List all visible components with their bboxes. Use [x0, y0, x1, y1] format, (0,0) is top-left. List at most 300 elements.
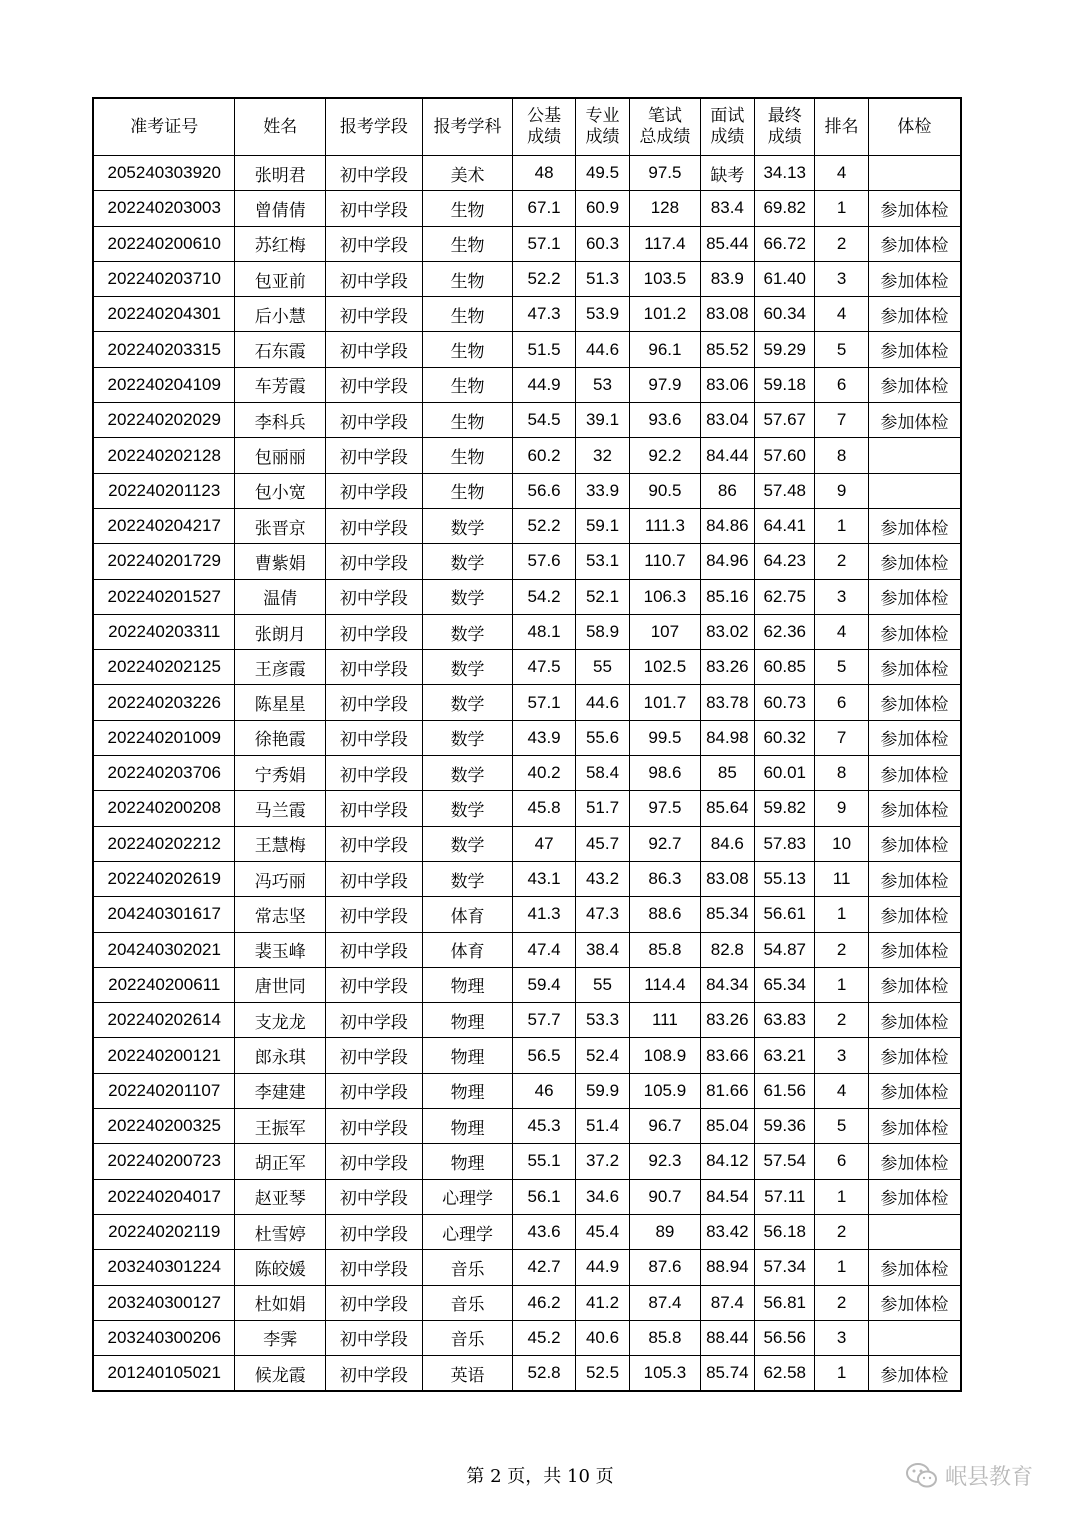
table-cell: 心理学 — [422, 1179, 513, 1214]
table-cell: 85.04 — [700, 1109, 754, 1144]
table-cell: 张晋京 — [235, 508, 326, 543]
table-cell: 83.42 — [700, 1214, 754, 1249]
table-cell: 202240202029 — [93, 403, 235, 438]
table-cell: 32 — [575, 438, 629, 473]
table-cell: 98.6 — [630, 756, 700, 791]
table-cell: 参加体检 — [868, 614, 961, 649]
table-cell: 202240203710 — [93, 261, 235, 296]
table-cell: 2 — [815, 544, 868, 579]
table-cell: 57.1 — [513, 685, 575, 720]
table-cell: 92.3 — [630, 1144, 700, 1179]
table-cell: 61.40 — [755, 261, 815, 296]
table-cell: 6 — [815, 685, 868, 720]
table-cell: 物理 — [422, 1109, 513, 1144]
table-cell: 物理 — [422, 1073, 513, 1108]
table-cell: 103.5 — [630, 261, 700, 296]
table-cell: 93.6 — [630, 403, 700, 438]
table-cell: 96.1 — [630, 332, 700, 367]
table-cell: 55 — [575, 967, 629, 1002]
table-cell: 初中学段 — [326, 1038, 423, 1073]
table-cell: 59.1 — [575, 508, 629, 543]
table-cell: 52.2 — [513, 261, 575, 296]
table-cell: 10 — [815, 826, 868, 861]
column-header: 准考证号 — [93, 98, 235, 156]
table-cell: 王振军 — [235, 1109, 326, 1144]
table-cell: 参加体检 — [868, 826, 961, 861]
table-cell: 65.34 — [755, 967, 815, 1002]
table-cell: 83.06 — [700, 367, 754, 402]
watermark — [905, 1460, 1033, 1491]
table-cell: 初中学段 — [326, 826, 423, 861]
table-cell: 参加体检 — [868, 508, 961, 543]
table-cell: 58.9 — [575, 614, 629, 649]
table-cell: 62.58 — [755, 1356, 815, 1392]
table-cell: 11 — [815, 861, 868, 896]
table-cell: 55.1 — [513, 1144, 575, 1179]
table-row — [93, 791, 961, 826]
table-cell: 34.6 — [575, 1179, 629, 1214]
table-cell: 62.75 — [755, 579, 815, 614]
table-cell: 205240303920 — [93, 156, 235, 191]
table-cell: 202240200723 — [93, 1144, 235, 1179]
table-row — [93, 861, 961, 896]
table-row — [93, 1038, 961, 1073]
table-cell: 87.4 — [630, 1285, 700, 1320]
table-cell: 车芳霞 — [235, 367, 326, 402]
table-cell: 体育 — [422, 932, 513, 967]
table-cell: 202240204017 — [93, 1179, 235, 1214]
table-cell: 8 — [815, 438, 868, 473]
table-cell: 1 — [815, 1179, 868, 1214]
table-cell: 63.21 — [755, 1038, 815, 1073]
table-cell: 62.36 — [755, 614, 815, 649]
table-cell: 初中学段 — [326, 1320, 423, 1355]
table-cell: 3 — [815, 579, 868, 614]
table-cell: 7 — [815, 403, 868, 438]
table-cell: 初中学段 — [326, 650, 423, 685]
table-cell: 1 — [815, 967, 868, 1002]
table-cell: 202240202614 — [93, 1003, 235, 1038]
table-cell: 美术 — [422, 156, 513, 191]
table-cell: 86 — [700, 473, 754, 508]
table-cell: 李科兵 — [235, 403, 326, 438]
table-cell: 参加体检 — [868, 579, 961, 614]
table-cell: 60.2 — [513, 438, 575, 473]
table-row — [93, 685, 961, 720]
table-cell: 物理 — [422, 1038, 513, 1073]
table-cell: 45.7 — [575, 826, 629, 861]
table-cell: 初中学段 — [326, 156, 423, 191]
table-cell: 202240200325 — [93, 1109, 235, 1144]
table-cell: 41.3 — [513, 897, 575, 932]
table-cell: 59.18 — [755, 367, 815, 402]
table-cell: 55 — [575, 650, 629, 685]
table-cell: 裴玉峰 — [235, 932, 326, 967]
table-cell: 2 — [815, 1003, 868, 1038]
table-row — [93, 756, 961, 791]
table-cell: 8 — [815, 756, 868, 791]
table-cell: 数学 — [422, 826, 513, 861]
table-row — [93, 1003, 961, 1038]
table-cell: 缺考 — [700, 156, 754, 191]
table-cell: 90.5 — [630, 473, 700, 508]
table-cell: 音乐 — [422, 1285, 513, 1320]
table-cell: 66.72 — [755, 226, 815, 261]
table-cell: 85.52 — [700, 332, 754, 367]
table-cell: 43.1 — [513, 861, 575, 896]
table-cell: 117.4 — [630, 226, 700, 261]
table-cell: 47 — [513, 826, 575, 861]
table-row — [93, 297, 961, 332]
table-row — [93, 261, 961, 296]
table-cell: 82.8 — [700, 932, 754, 967]
table-cell: 初中学段 — [326, 191, 423, 226]
column-header: 姓名 — [235, 98, 326, 156]
table-cell: 47.5 — [513, 650, 575, 685]
table-cell: 204240302021 — [93, 932, 235, 967]
table-cell: 60.73 — [755, 685, 815, 720]
table-cell: 参加体检 — [868, 1179, 961, 1214]
table-cell: 202240203315 — [93, 332, 235, 367]
table-cell: 初中学段 — [326, 791, 423, 826]
table-cell: 参加体检 — [868, 297, 961, 332]
table-cell: 曾倩倩 — [235, 191, 326, 226]
table-cell: 86.3 — [630, 861, 700, 896]
table-cell: 初中学段 — [326, 544, 423, 579]
table-cell: 赵亚琴 — [235, 1179, 326, 1214]
table-cell: 204240301617 — [93, 897, 235, 932]
table-cell: 数学 — [422, 650, 513, 685]
table-cell: 包丽丽 — [235, 438, 326, 473]
table-cell: 生物 — [422, 403, 513, 438]
column-header: 体检 — [868, 98, 961, 156]
column-header: 笔试 总成绩 — [630, 98, 700, 156]
table-cell: 参加体检 — [868, 261, 961, 296]
table-cell: 33.9 — [575, 473, 629, 508]
table-cell: 唐世同 — [235, 967, 326, 1002]
table-cell: 51.3 — [575, 261, 629, 296]
table-row — [93, 1356, 961, 1392]
table-cell: 57.34 — [755, 1250, 815, 1285]
table-cell: 37.2 — [575, 1144, 629, 1179]
table-cell: 81.66 — [700, 1073, 754, 1108]
table-cell: 参加体检 — [868, 897, 961, 932]
table-cell: 物理 — [422, 1144, 513, 1179]
table-cell: 音乐 — [422, 1320, 513, 1355]
column-header: 专业 成绩 — [575, 98, 629, 156]
table-cell: 203240301224 — [93, 1250, 235, 1285]
table-cell: 数学 — [422, 508, 513, 543]
table-cell: 候龙霞 — [235, 1356, 326, 1392]
table-cell: 84.98 — [700, 720, 754, 755]
table-cell: 48.1 — [513, 614, 575, 649]
table-cell: 初中学段 — [326, 1356, 423, 1392]
table-cell: 初中学段 — [326, 261, 423, 296]
table-cell: 59.9 — [575, 1073, 629, 1108]
table-cell: 55.13 — [755, 861, 815, 896]
table-cell: 111.3 — [630, 508, 700, 543]
column-header: 公基 成绩 — [513, 98, 575, 156]
table-cell: 参加体检 — [868, 226, 961, 261]
table-cell: 202240202619 — [93, 861, 235, 896]
table-cell: 陈星星 — [235, 685, 326, 720]
table-cell: 85.44 — [700, 226, 754, 261]
table-cell: 郎永琪 — [235, 1038, 326, 1073]
table-cell: 57.60 — [755, 438, 815, 473]
table-cell: 85.8 — [630, 932, 700, 967]
table-cell: 92.7 — [630, 826, 700, 861]
table-cell: 87.4 — [700, 1285, 754, 1320]
table-cell: 83.26 — [700, 1003, 754, 1038]
table-row — [93, 226, 961, 261]
table-cell: 参加体检 — [868, 1250, 961, 1285]
table-cell: 88.6 — [630, 897, 700, 932]
table-cell: 45.4 — [575, 1214, 629, 1249]
table-cell: 83.4 — [700, 191, 754, 226]
table-cell: 34.13 — [755, 156, 815, 191]
wechat-icon — [905, 1462, 939, 1490]
table-cell: 84.86 — [700, 508, 754, 543]
table-cell: 初中学段 — [326, 438, 423, 473]
table-cell: 202240203003 — [93, 191, 235, 226]
table-cell: 203240300206 — [93, 1320, 235, 1355]
table-cell: 51.4 — [575, 1109, 629, 1144]
table-cell: 参加体检 — [868, 1109, 961, 1144]
table-row — [93, 438, 961, 473]
table-cell: 202240203311 — [93, 614, 235, 649]
table-cell: 101.7 — [630, 685, 700, 720]
table-cell: 85.16 — [700, 579, 754, 614]
table-cell: 初中学段 — [326, 226, 423, 261]
table-cell: 92.2 — [630, 438, 700, 473]
table-row — [93, 544, 961, 579]
table-cell: 64.41 — [755, 508, 815, 543]
table-cell: 包小宽 — [235, 473, 326, 508]
table-cell: 60.85 — [755, 650, 815, 685]
table-row — [93, 1285, 961, 1320]
table-cell: 2 — [815, 226, 868, 261]
table-cell: 60.34 — [755, 297, 815, 332]
table-cell: 后小慧 — [235, 297, 326, 332]
table-cell: 202240202119 — [93, 1214, 235, 1249]
table-cell: 2 — [815, 1285, 868, 1320]
table-cell: 90.7 — [630, 1179, 700, 1214]
table-cell: 王彦霞 — [235, 650, 326, 685]
table-cell: 包亚前 — [235, 261, 326, 296]
table-cell: 42.7 — [513, 1250, 575, 1285]
table-cell: 4 — [815, 156, 868, 191]
table-cell: 56.5 — [513, 1038, 575, 1073]
table-cell: 97.9 — [630, 367, 700, 402]
table-cell: 57.54 — [755, 1144, 815, 1179]
table-cell: 54.5 — [513, 403, 575, 438]
table-cell: 43.6 — [513, 1214, 575, 1249]
table-cell: 56.81 — [755, 1285, 815, 1320]
table-cell: 60.01 — [755, 756, 815, 791]
table-cell: 4 — [815, 614, 868, 649]
table-cell: 89 — [630, 1214, 700, 1249]
table-cell: 参加体检 — [868, 191, 961, 226]
table-cell: 57.6 — [513, 544, 575, 579]
table-row — [93, 650, 961, 685]
table-cell: 97.5 — [630, 791, 700, 826]
table-cell: 54.2 — [513, 579, 575, 614]
table-cell: 李建建 — [235, 1073, 326, 1108]
table-cell: 3 — [815, 261, 868, 296]
table-cell: 202240201107 — [93, 1073, 235, 1108]
table-cell: 40.2 — [513, 756, 575, 791]
table-cell: 生物 — [422, 261, 513, 296]
column-header: 面试 成绩 — [700, 98, 754, 156]
table-cell: 初中学段 — [326, 756, 423, 791]
table-cell: 202240200121 — [93, 1038, 235, 1073]
table-cell: 202240200611 — [93, 967, 235, 1002]
table-cell: 52.2 — [513, 508, 575, 543]
table-cell: 参加体检 — [868, 403, 961, 438]
table-cell: 生物 — [422, 297, 513, 332]
table-cell: 宁秀娟 — [235, 756, 326, 791]
table-cell: 61.56 — [755, 1073, 815, 1108]
table-cell: 生物 — [422, 473, 513, 508]
table-cell: 数学 — [422, 614, 513, 649]
table-cell: 85.74 — [700, 1356, 754, 1392]
table-cell: 47.4 — [513, 932, 575, 967]
table-cell: 88.44 — [700, 1320, 754, 1355]
table-cell: 57.7 — [513, 1003, 575, 1038]
table-cell: 初中学段 — [326, 1285, 423, 1320]
table-cell: 202240204109 — [93, 367, 235, 402]
table-cell: 58.4 — [575, 756, 629, 791]
table-cell: 83.08 — [700, 297, 754, 332]
table-row — [93, 473, 961, 508]
table-cell: 60.32 — [755, 720, 815, 755]
table-cell: 参加体检 — [868, 650, 961, 685]
table-cell: 59.29 — [755, 332, 815, 367]
table-cell: 生物 — [422, 438, 513, 473]
table-row — [93, 1073, 961, 1108]
table-cell — [868, 1214, 961, 1249]
table-cell: 初中学段 — [326, 508, 423, 543]
table-cell: 王慧梅 — [235, 826, 326, 861]
table-cell: 55.6 — [575, 720, 629, 755]
table-row — [93, 826, 961, 861]
table-cell: 张明君 — [235, 156, 326, 191]
table-cell: 初中学段 — [326, 967, 423, 1002]
table-cell: 6 — [815, 367, 868, 402]
table-cell: 英语 — [422, 1356, 513, 1392]
table-cell: 6 — [815, 1144, 868, 1179]
table-cell: 202240201729 — [93, 544, 235, 579]
table-row — [93, 932, 961, 967]
table-cell: 44.9 — [575, 1250, 629, 1285]
table-cell: 41.2 — [575, 1285, 629, 1320]
table-cell: 105.3 — [630, 1356, 700, 1392]
table-cell: 数学 — [422, 756, 513, 791]
table-cell: 苏红梅 — [235, 226, 326, 261]
table-cell: 101.2 — [630, 297, 700, 332]
table-cell: 2 — [815, 1214, 868, 1249]
table-cell: 参加体检 — [868, 1003, 961, 1038]
table-row — [93, 967, 961, 1002]
table-cell: 2 — [815, 932, 868, 967]
table-cell: 85 — [700, 756, 754, 791]
table-body — [93, 156, 961, 1392]
column-header: 报考学段 — [326, 98, 423, 156]
table-cell: 初中学段 — [326, 473, 423, 508]
table-cell: 202240203706 — [93, 756, 235, 791]
table-cell: 1 — [815, 1356, 868, 1392]
table-cell: 54.87 — [755, 932, 815, 967]
table-cell: 初中学段 — [326, 367, 423, 402]
table-cell: 44.6 — [575, 685, 629, 720]
table-cell: 参加体检 — [868, 861, 961, 896]
table-cell: 47.3 — [513, 297, 575, 332]
table-cell: 56.18 — [755, 1214, 815, 1249]
table-cell: 63.83 — [755, 1003, 815, 1038]
table-cell: 5 — [815, 650, 868, 685]
table-row — [93, 1320, 961, 1355]
table-cell: 45.3 — [513, 1109, 575, 1144]
table-row — [93, 1179, 961, 1214]
table-cell: 83.26 — [700, 650, 754, 685]
table-cell: 体育 — [422, 897, 513, 932]
table-cell: 1 — [815, 1250, 868, 1285]
table-cell: 202240203226 — [93, 685, 235, 720]
table-cell: 数学 — [422, 861, 513, 896]
table-cell: 7 — [815, 720, 868, 755]
table-cell: 202240201009 — [93, 720, 235, 755]
table-cell: 202240201123 — [93, 473, 235, 508]
table-cell: 初中学段 — [326, 614, 423, 649]
table-cell: 59.4 — [513, 967, 575, 1002]
table-cell: 46 — [513, 1073, 575, 1108]
table-row — [93, 1109, 961, 1144]
table-row — [93, 403, 961, 438]
table-cell: 202240202128 — [93, 438, 235, 473]
table-cell: 物理 — [422, 1003, 513, 1038]
table-cell: 202240200208 — [93, 791, 235, 826]
table-cell: 57.48 — [755, 473, 815, 508]
table-cell: 初中学段 — [326, 403, 423, 438]
table-cell: 128 — [630, 191, 700, 226]
table-cell: 杜雪婷 — [235, 1214, 326, 1249]
table-cell: 初中学段 — [326, 1003, 423, 1038]
table-cell: 初中学段 — [326, 861, 423, 896]
table-cell: 生物 — [422, 226, 513, 261]
table-cell: 57.11 — [755, 1179, 815, 1214]
table-cell: 参加体检 — [868, 967, 961, 1002]
table-cell: 43.9 — [513, 720, 575, 755]
table-cell: 59.82 — [755, 791, 815, 826]
table-cell: 参加体检 — [868, 1038, 961, 1073]
table-cell: 52.1 — [575, 579, 629, 614]
table-cell: 数学 — [422, 544, 513, 579]
table-cell: 参加体检 — [868, 367, 961, 402]
table-row — [93, 579, 961, 614]
table-cell: 53.1 — [575, 544, 629, 579]
table-cell: 5 — [815, 1109, 868, 1144]
table-cell: 88.94 — [700, 1250, 754, 1285]
table-cell: 参加体检 — [868, 720, 961, 755]
table-cell: 生物 — [422, 332, 513, 367]
table-cell: 69.82 — [755, 191, 815, 226]
table-cell: 85.8 — [630, 1320, 700, 1355]
table-cell: 陈皎媛 — [235, 1250, 326, 1285]
table-cell: 4 — [815, 297, 868, 332]
table-cell: 84.54 — [700, 1179, 754, 1214]
table-cell: 83.9 — [700, 261, 754, 296]
table-cell: 111 — [630, 1003, 700, 1038]
